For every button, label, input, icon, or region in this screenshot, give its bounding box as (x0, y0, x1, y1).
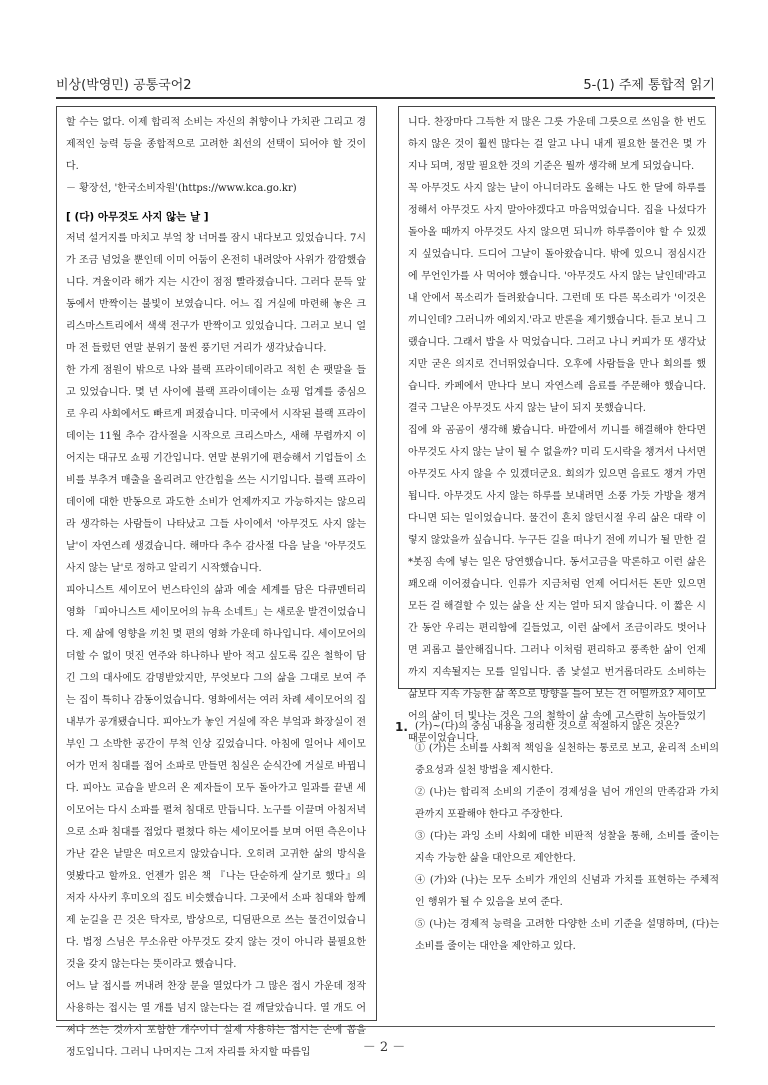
passage-left-column (66, 112, 366, 1064)
passage-paragraph: 니다. 찬장마다 그득한 저 많은 그릇 가운데 그릇으로 쓰임을 한 번도 하지 않은 것이 훨씬 많다는 걸 알고 나니 내게 필요한 물건은 몇 가지나 되며, 정말 필요한 것의 기준은 뭘까 생각해 보게 되었습니다. (408, 117, 706, 172)
passage-paragraph: 어느 날 접시를 꺼내려 찬장 문을 열었다가 그 많은 접시 가운데 정작 사용하는 접시는 열 개를 넘지 않는다는 걸 깨달았습니다. 열 개도 어쩌다 쓰는 것까지 포함한 개수이니 실제 사용하는 접시는 손에 꼽을 정도입니다. 그러니 나머지는 그저 자리를 차지할 따름입 (66, 981, 366, 1058)
section-title: [ (다) 아무것도 사지 않는 날 ] (66, 211, 209, 223)
passage-paragraph: 피아니스트 세이모어 번스타인의 삶과 예술 세계를 담은 다큐멘터리 영화 「피아니스트 세이모어의 뉴욕 소네트」는 새로운 발견이었습니다. 제 삶에 영향을 끼친 몇 편의 영화 가운데 하나입니다. 세이모어의 더할 수 없이 멋진 연주와 하나하나 받아 적고 싶도록 깊은 철학이 담긴 그의 대사에도 감명받았지만, 무엇보다 그의 삶을 그대로 보여 주는 집이 특히나 감동이었습니다. 영화에서는 여러 차례 세이모어의 집 내부가 공개됐습니다. 피아노가 놓인 거실에 작은 부엌과 화장실이 전부인 그 소박한 공간이 무척 인상 깊었습니다. 아침에 일어나 세이모어가 먼저 침대를 접어 소파로 만들면 침실은 순식간에 거실로 바뀝니다. 피아노 교습을 받으러 온 제자들이 모두 돌아가고 일과를 끝낸 세이모어는 다시 소파를 펼쳐 침대로 만듭니다. 노구를 이끌며 아침저녁으로 소파 침대를 접었다 펼쳤다 하는 세이모어를 보며 어떤 측은이나 가난 같은 낱말은 떠오르지 않았습니다. 오히려 고귀한 삶의 방식을 엿봤다고 할까요. 언젠가 읽은 책 『나는 단순하게 살기로 했다』의 저자 사사키 후미오의 집도 비슷했습니다. 그곳에서 소파 침대와 함께 제 눈길을 끈 것은 탁자로, 밥상으로, 디딤판으로 쓰는 물건이었습니다. 법정 스님은 무소유란 아무것도 갖지 않는 것이 아니라 불필요한 것을 갖지 않는다는 뜻이라고 했습니다. (66, 585, 366, 970)
question-stem (395, 716, 719, 738)
question-stem-text: (가)~(다)의 중심 내용을 정리한 것으로 적절하지 않은 것은? (415, 721, 680, 732)
passage-paragraph: 꼭 아무것도 사지 않는 날이 아니더라도 올해는 나도 한 달에 하루를 정해서 아무것도 사지 말아야겠다고 마음먹었습니다. 집을 나섰다가 돌아올 때까지 아무것도 사지 않으면 되니까 하루쯤이야 할 수 있겠지 싶었습니다. 드디어 그날이 돌아왔습니다. 밖에 있으니 점심시간에 무언인가를 사 먹어야 했습니다. '아무것도 사지 않는 날인데'라고 내 안에서 목소리가 들려왔습니다. 그런데 또 다른 목소리가 '이것은 끼니인데? 그러니까 예외지.'라고 반론을 제기했습니다. 듣고 보니 그랬습니다. 그래서 밥을 사 먹었습니다. 그러고 나니 커피가 또 생각났지만 굳은 의지로 건너뛰었습니다. 오후에 사람들을 만나 회의를 했습니다. 카페에서 만나다 보니 자연스레 음료를 주문해야 했습니다. 결국 그날은 아무것도 사지 않는 날이 되지 못했습니다. (408, 183, 706, 414)
page-number: － 2 － (362, 1040, 406, 1055)
header-textbook-title: 비상(박영민) 공통국어2 (56, 78, 192, 93)
question-number: 1. (395, 720, 408, 734)
passage-paragraph: 집에 와 곰곰이 생각해 봤습니다. 바깥에서 끼니를 해결해야 한다면 아무것도 사지 않는 날이 될 수 없을까? 미리 도시락을 챙겨서 나서면 아무것도 사지 않을 수 있겠더군요. 회의가 있으면 음료도 챙겨 가면 됩니다. 아무것도 사지 않는 하루를 보내려면 소풍 가듯 가방을 챙겨 다니면 되는 일이었습니다. 물건이 흔치 않던시절 우리 삶은 대략 이렇지 않았을까 싶습니다. 누구든 길을 떠나기 전에 끼니가 될 만한 걸 *봇짐 속에 넣는 일은 당연했습니다. 동서고금을 막론하고 이런 삶은 꽤오래 이어졌습니다. 인류가 지금처럼 언제 어디서든 돈만 있으면 모든 걸 해결할 수 있는 삶을 산 지는 얼마 되지 않습니다. 이 짧은 시간 동안 우리는 편리함에 길들었고, 이런 삶에서 조금이라도 벗어나면 괴롭고 불안해집니다. 그러나 이처럼 편리하고 풍족한 삶이 언제까지 지속될지는 모를 일입니다. 좀 낯설고 번거롭더라도 소비하는 삶보다 지속 가능한 삶 쪽으로 방향을 틀어 보는 건 어떨까요? 세이모어의 삶이 더 빛나는 것은 그의 철학이 삶 속에 고스란히 녹아들었기 때문이었습니다. (408, 425, 706, 744)
header-rule (56, 97, 715, 99)
answer-choices (395, 738, 719, 958)
passage-right-column (408, 112, 706, 750)
passage-paragraph: 저녁 설거지를 마치고 부엌 창 너머를 잠시 내다보고 있었습니다. 7시가 조금 넘었을 뿐인데 이미 어둠이 온전히 내려앉아 사위가 깜깜했습니다. 겨울이라 해가 지는 시간이 점점 빨라졌습니다. 그러다 문득 앞 동에서 반짝이는 불빛이 보였습니다. 어느 집 거실에 마련해 놓은 크리스마스트리에서 색색 전구가 반짝이고 있었습니다. 그러고 보니 얼마 전 들렀던 연말 분위기 물씬 풍기던 거리가 생각났습니다. (66, 233, 366, 354)
answer-choice-2[interactable]: ② (나)는 합리적 소비의 기준이 경제성을 넘어 개인의 만족감과 가치관까지 포괄해야 한다고 주장한다. (415, 787, 719, 820)
question-1 (395, 716, 719, 958)
answer-choice-3[interactable]: ③ (다)는 과잉 소비 사회에 대한 비판적 성찰을 통해, 소비를 줄이는 지속 가능한 삶을 대안으로 제안한다. (415, 831, 719, 864)
passage-source: － 황장선, '한국소비자원'(https://www.kca.go.kr) (66, 183, 297, 194)
answer-choice-5[interactable]: ⑤ (나)는 경제적 능력을 고려한 다양한 소비 기준을 설명하며, (다)는 소비를 줄이는 대안을 제안하고 있다. (415, 919, 719, 952)
passage-paragraph: 한 가게 점원이 밖으로 나와 블랙 프라이데이라고 적힌 손 팻말을 들고 있었습니다. 몇 년 사이에 블랙 프라이데이는 쇼핑 업계를 중심으로 우리 사회에서도 빠르게 퍼졌습니다. 미국에서 시작된 블랙 프라이데이는 11월 추수 감사절을 시작으로 크리스마스, 새해 무렵까지 이어지는 대규모 쇼핑 기간입니다. 연말 분위기에 편승해서 기업들이 소비를 부추겨 매출을 올리려고 안간힘을 쓰는 시기입니다. 블랙 프라이데이에 대한 반동으로 과도한 소비가 언제까지고 가능하지는 않으리라 생각하는 사람들이 나타났고 그들 사이에서 '아무것도 사지 않는 날'이 자연스레 생겼습니다. 해마다 추수 감사절 다음 날을 '아무것도 사지 않는 날'로 정하고 알리기 시작했습니다. (66, 365, 366, 574)
header-unit-title: 5-(1) 주제 통합적 읽기 (583, 78, 715, 93)
answer-choice-1[interactable]: ① (가)는 소비를 사회적 책임을 실천하는 통로로 보고, 윤리적 소비의 중요성과 실천 방법을 제시한다. (415, 743, 719, 776)
answer-choice-4[interactable]: ④ (가)와 (나)는 모두 소비가 개인의 신념과 가치를 표현하는 주체적인 행위가 될 수 있음을 보여 준다. (415, 875, 719, 908)
footer-rule (56, 1026, 715, 1027)
passage-intro: 할 수는 없다. 이제 합리적 소비는 자신의 취향이나 가치관 그리고 경제적인 능력 등을 종합적으로 고려한 최선의 선택이 되어야 할 것이다. (66, 117, 366, 172)
